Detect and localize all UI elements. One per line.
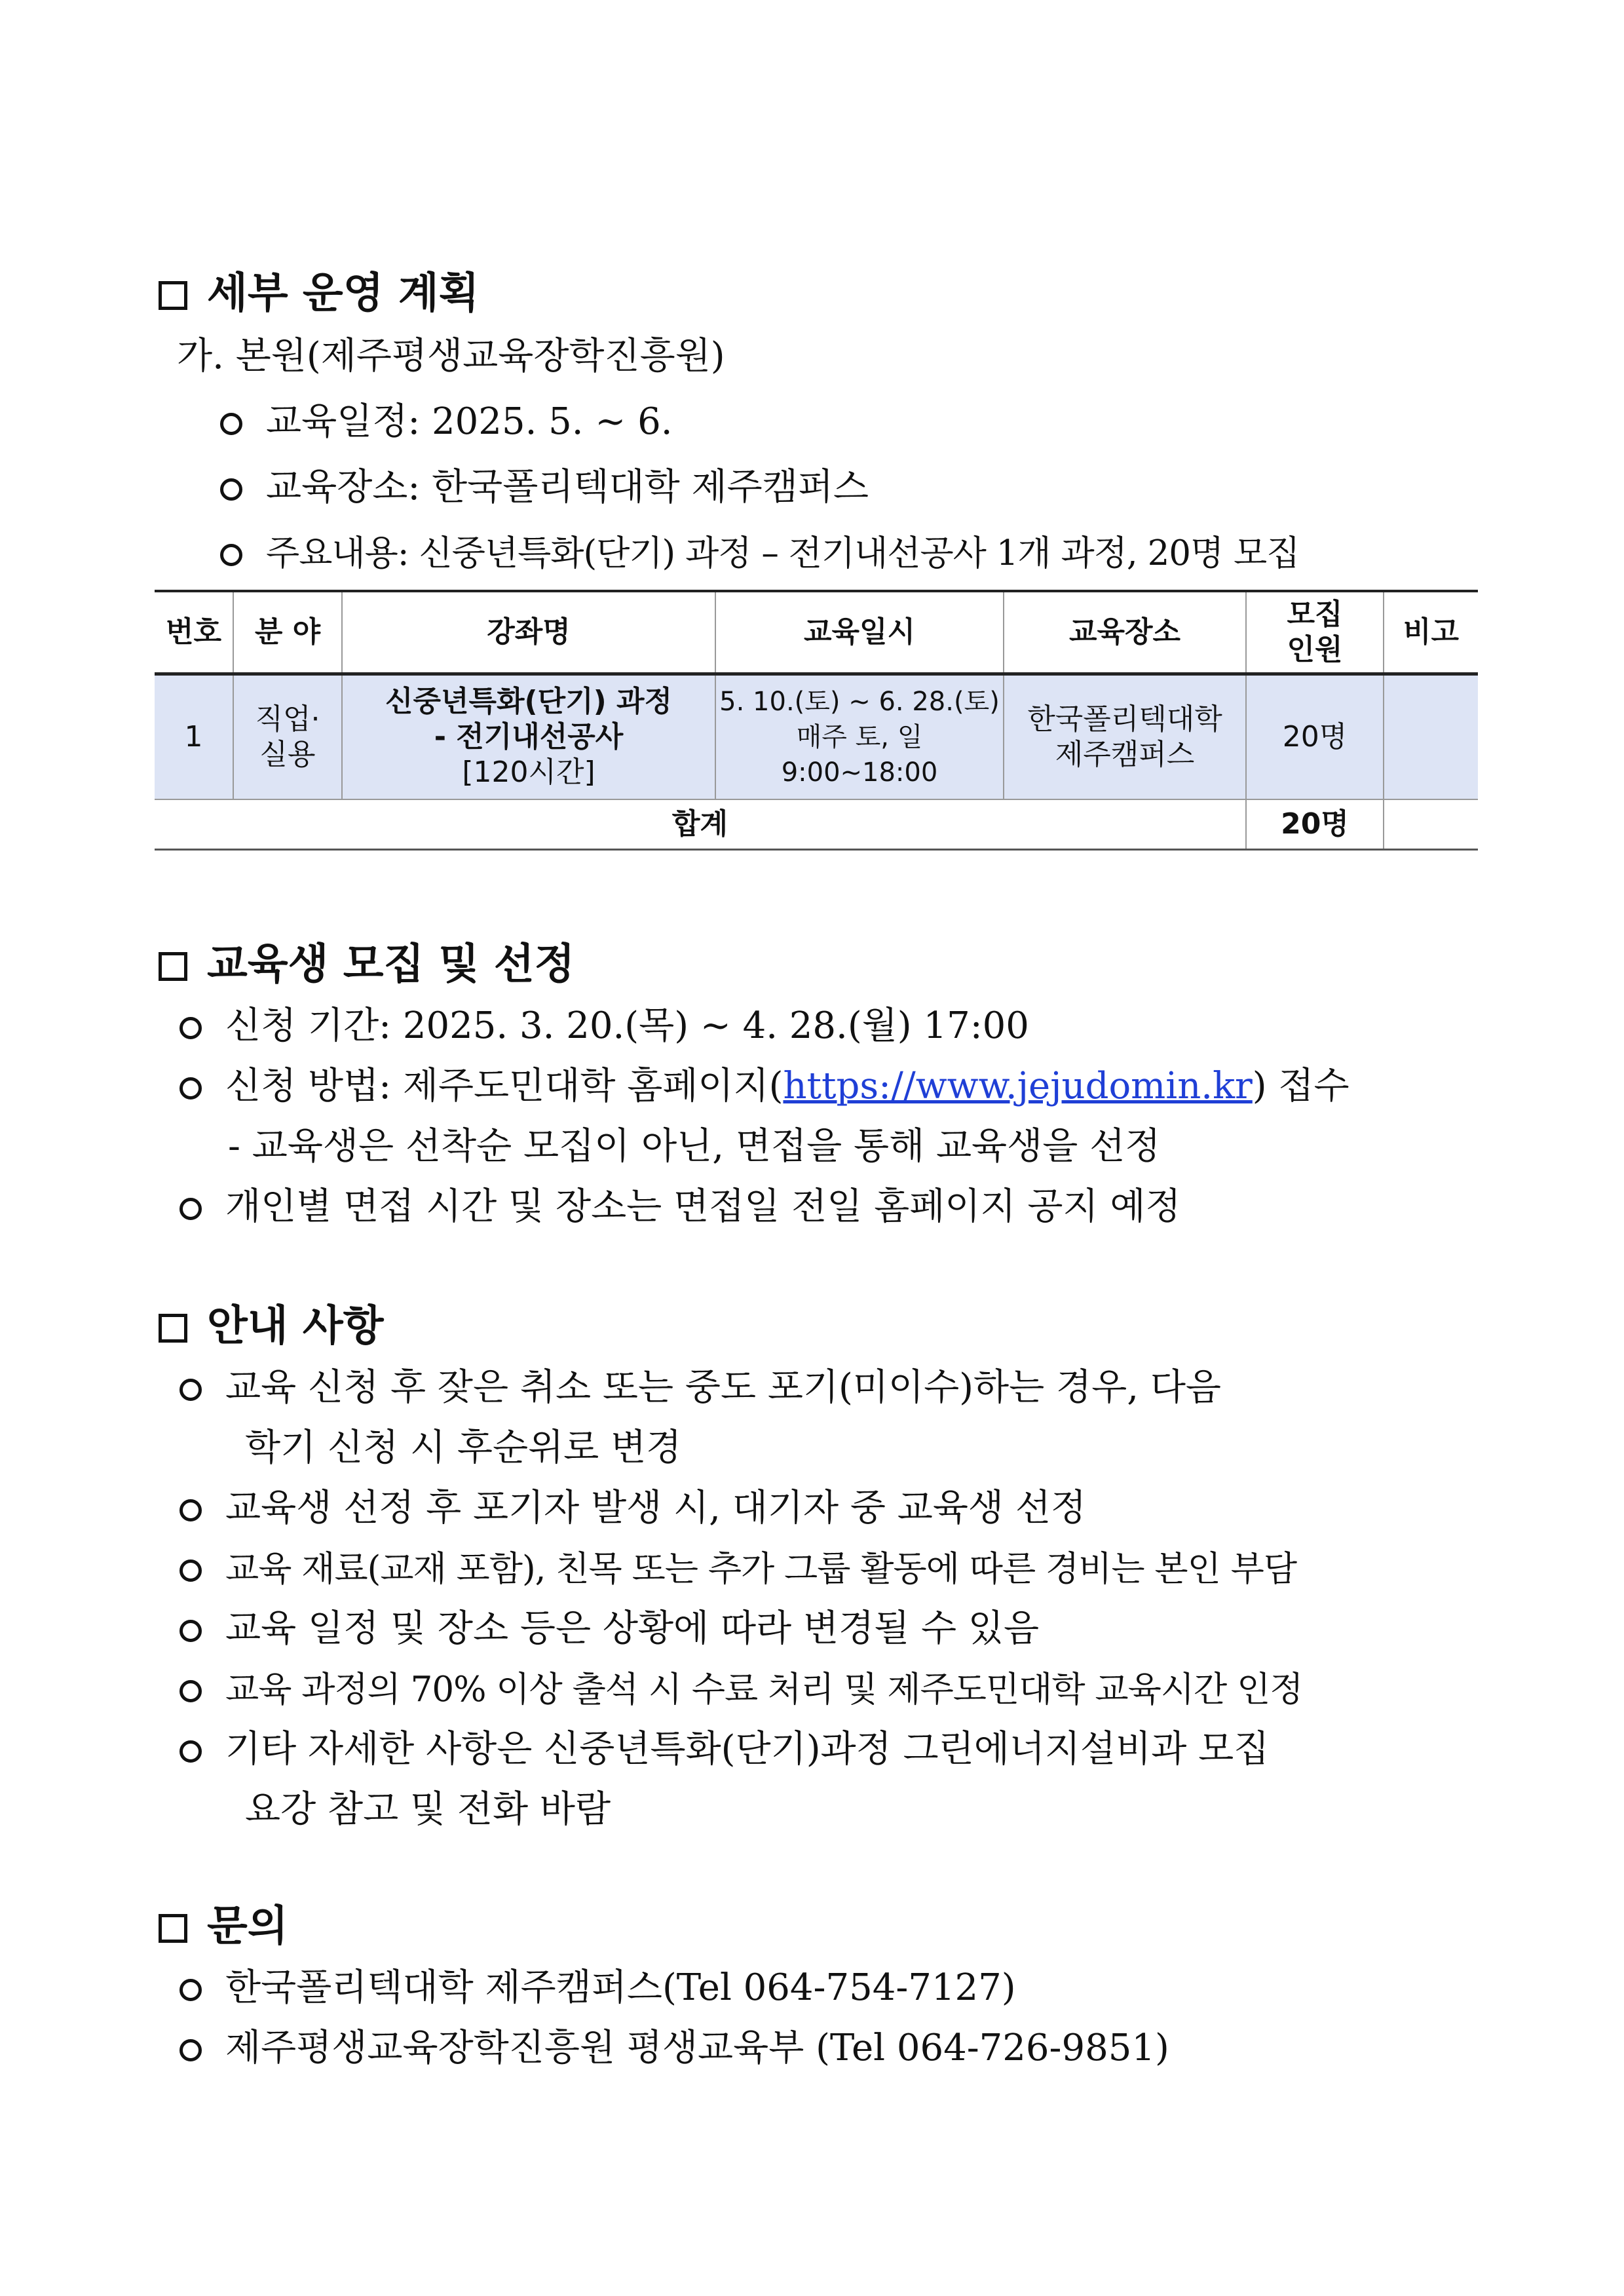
header-place: 교육장소 [1004, 591, 1246, 674]
section-heading-operation-plan: 세부 운영 계획 [159, 267, 480, 320]
circle-bullet-icon [220, 413, 242, 435]
list-item: 교육장소: 한국폴리텍대학 제주캠퍼스 [220, 464, 869, 511]
table-header-row [155, 591, 1478, 674]
cell-count: 20명 [1246, 674, 1384, 800]
homepage-link[interactable]: https://www.jejudomin.kr [783, 1065, 1253, 1107]
list-item: 교육일정: 2025. 5. ~ 6. [220, 398, 673, 446]
circle-bullet-icon [179, 1680, 202, 1702]
table-total-row [155, 799, 1478, 850]
square-icon [159, 1914, 187, 1943]
list-item: 교육 과정의 70% 이상 출석 시 수료 처리 및 제주도민대학 교육시간 인정 [179, 1666, 1302, 1713]
circle-bullet-icon [179, 1379, 202, 1401]
total-count: 20명 [1246, 799, 1384, 850]
list-item: 한국폴리텍대학 제주캠퍼스(Tel 064-754-7127) [179, 1964, 1016, 2012]
circle-bullet-icon [179, 1017, 202, 1039]
square-icon [159, 1314, 187, 1343]
circle-bullet-icon [179, 1198, 202, 1220]
list-item: 신청 방법: 제주도민대학 홈페이지(https://www.jejudomin.kr) 접수 [179, 1063, 1350, 1110]
section-heading-notice: 안내 사항 [159, 1300, 384, 1352]
section-heading-recruitment: 교육생 모집 및 선정 [159, 938, 575, 991]
subheading-headquarters: 가. 본원(제주평생교육장학진흥원) [177, 335, 725, 377]
list-item: 개인별 면접 시간 및 장소는 면접일 전일 홈페이지 공지 예정 [179, 1183, 1181, 1231]
header-no: 번호 [155, 591, 233, 674]
table-row [155, 674, 1478, 800]
list-item: 제주평생교육장학진흥원 평생교육부 (Tel 064-726-9851) [179, 2025, 1169, 2072]
list-item: 기타 자세한 사항은 신중년특화(단기)과정 그린에너지설비과 모집 [179, 1726, 1269, 1773]
square-icon [159, 952, 187, 981]
list-item-continuation: 요강 참고 및 전화 바람 [245, 1788, 611, 1831]
circle-bullet-icon [179, 1499, 202, 1521]
circle-bullet-icon [179, 1077, 202, 1100]
total-label: 합계 [155, 799, 1246, 850]
circle-bullet-icon [179, 1979, 202, 2001]
square-icon [159, 281, 187, 310]
cell-course: 신중년특화(단기) 과정 - 전기내선공사 [120시간] [342, 674, 715, 800]
header-count: 모집 인원 [1246, 591, 1384, 674]
section-heading-inquiry: 문의 [159, 1900, 288, 1953]
total-note [1384, 799, 1478, 850]
cell-place: 한국폴리텍대학 제주캠퍼스 [1004, 674, 1246, 800]
course-table [155, 590, 1478, 851]
list-item: 교육 재료(교재 포함), 친목 또는 추가 그룹 활동에 따른 경비는 본인 부담 [179, 1545, 1296, 1593]
header-field: 분 야 [233, 591, 342, 674]
list-item: 교육생 선정 후 포기자 발생 시, 대기자 중 교육생 선정 [179, 1485, 1086, 1532]
list-subitem: - 교육생은 선착순 모집이 아닌, 면접을 통해 교육생을 선정 [228, 1125, 1161, 1168]
cell-note [1384, 674, 1478, 800]
list-item: 신청 기간: 2025. 3. 20.(목) ~ 4. 28.(월) 17:00 [179, 1003, 1029, 1050]
circle-bullet-icon [179, 1559, 202, 1582]
header-course: 강좌명 [342, 591, 715, 674]
list-item: 교육 신청 후 잦은 취소 또는 중도 포기(미이수)하는 경우, 다음 [179, 1364, 1221, 1411]
cell-date: 5. 10.(토) ~ 6. 28.(토) 매주 토, 일 9:00~18:00 [715, 674, 1004, 800]
cell-no: 1 [155, 674, 233, 800]
list-item-continuation: 학기 신청 시 후순위로 변경 [245, 1426, 682, 1469]
cell-field: 직업· 실용 [233, 674, 342, 800]
header-date: 교육일시 [715, 591, 1004, 674]
circle-bullet-icon [179, 1740, 202, 1763]
circle-bullet-icon [220, 478, 242, 501]
list-item: 교육 일정 및 장소 등은 상황에 따라 변경될 수 있음 [179, 1605, 1039, 1653]
circle-bullet-icon [179, 2039, 202, 2061]
circle-bullet-icon [220, 544, 242, 566]
header-note: 비고 [1384, 591, 1478, 674]
circle-bullet-icon [179, 1620, 202, 1642]
list-item: 주요내용: 신중년특화(단기) 과정 – 전기내선공사 1개 과정, 20명 모집 [220, 529, 1299, 577]
